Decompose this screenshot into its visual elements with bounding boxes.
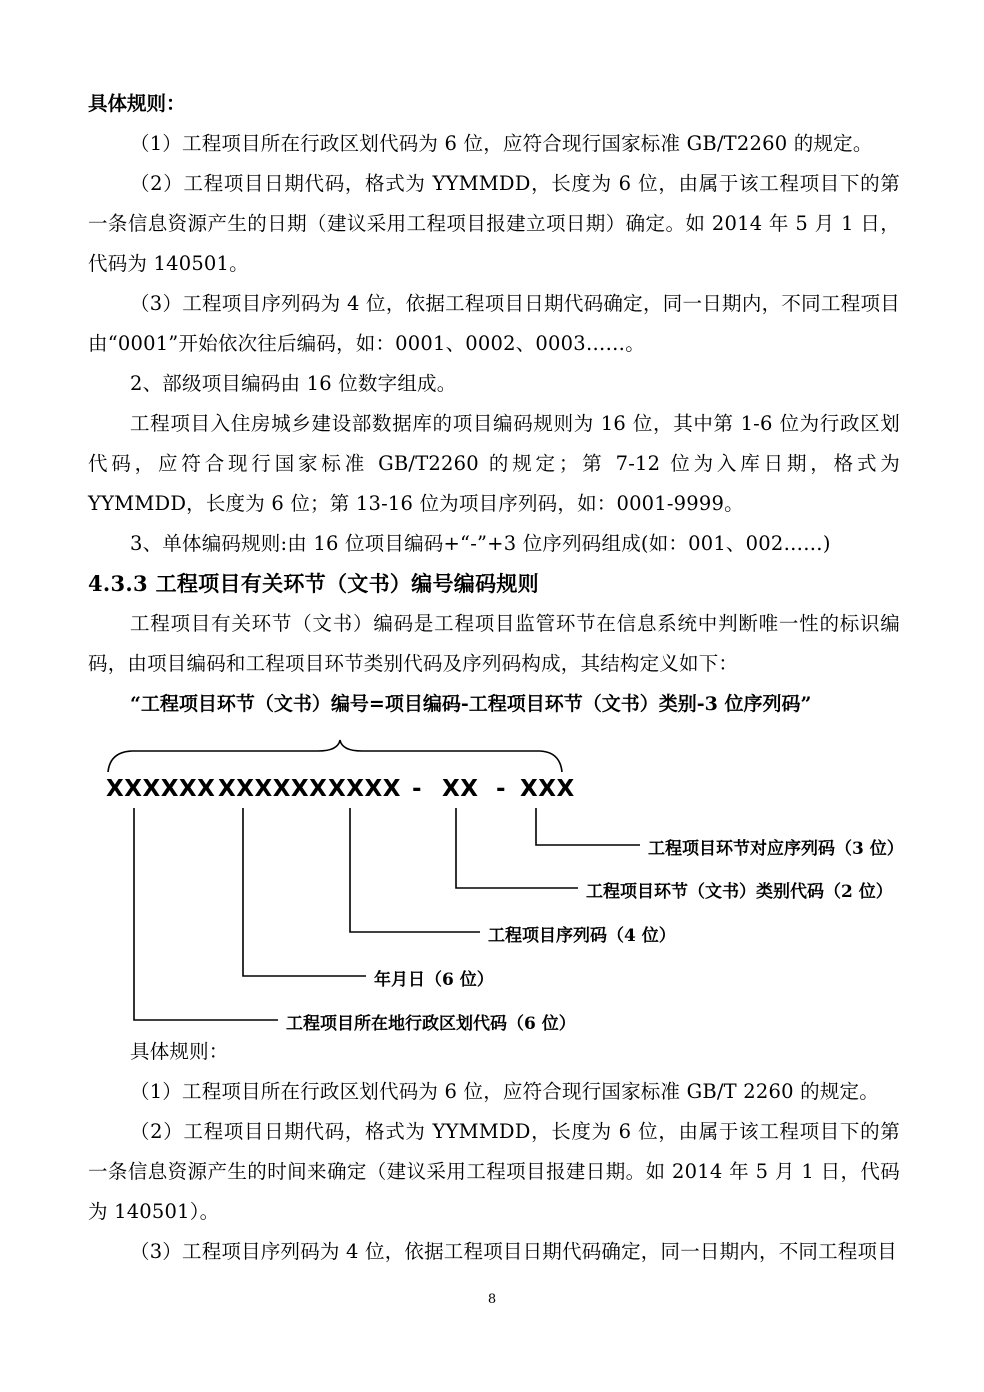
code-segment-category: XX [442, 776, 479, 802]
section-a-rule2-body: 工程项目入住房城乡建设部数据库的项目编码规则为 16 位，其中第 1-6 位为行政区划代码，应符合现行国家标准 GB/T2260 的规定；第 7-12 位为入库日期，格式为 YYMMDD，长度为 6 位；第 13-16 位为项目序列码，如：0001-9999。 [88, 412, 900, 515]
section-a-rule2-title: 2、部级项目编码由 16 位数字组成。 [130, 372, 457, 395]
diagram-label-category-code: 工程项目环节（文书）类别代码（2 位） [586, 882, 893, 902]
code-segment-stage-seq: XXX [520, 776, 575, 802]
section-b-item-2: （2）工程项目日期代码，格式为 YYMMDD，长度为 6 位，由属于该工程项目下的第一条信息资源产生的时间来确定（建议采用工程项目报建日期。如 2014 年 5 月 1 日，代码为 140501）。 [88, 1120, 900, 1223]
section-433-intro: 工程项目有关环节（文书）编码是工程项目监管环节在信息系统中判断唯一性的标识编码，由项目编码和工程项目环节类别代码及序列码构成，其结构定义如下： [88, 612, 900, 675]
diagram-label-admin-code: 工程项目所在地行政区划代码（6 位） [286, 1014, 576, 1034]
code-structure-diagram [88, 732, 904, 1034]
group-brace [108, 740, 562, 772]
page-number: 8 [487, 1292, 497, 1307]
code-segment-project-seq: XXXX [328, 776, 401, 802]
section-b-item-1: （1）工程项目所在行政区划代码为 6 位，应符合现行国家标准 GB/T 2260 的规定。 [130, 1080, 879, 1103]
diagram-label-date-code: 年月日（6 位） [374, 970, 494, 990]
section-b-item-3: （3）工程项目序列码为 4 位，依据工程项目日期代码确定，同一日期内，不同工程项目 [130, 1240, 897, 1263]
diagram-label-project-seq: 工程项目序列码（4 位） [488, 926, 676, 946]
diagram-label-stage-seq: 工程项目环节对应序列码（3 位） [648, 839, 904, 859]
leader-date-code [243, 808, 366, 976]
section-433-formula: “工程项目环节（文书）编号=项目编码-工程项目环节（文书）类别-3 位序列码” [130, 693, 812, 715]
code-segment-admin: XXXXXX [106, 776, 216, 802]
page-content [88, 84, 904, 1272]
section-b-title: 具体规则： [130, 1040, 229, 1063]
section-heading-4-3-3: 4.3.3 工程项目有关环节（文书）编号编码规则 [88, 571, 539, 596]
code-pattern-line [88, 776, 900, 806]
section-a-item-1: （1）工程项目所在行政区划代码为 6 位，应符合现行国家标准 GB/T2260 的规定。 [130, 132, 873, 155]
leader-category-code [456, 808, 578, 888]
leader-project-seq [350, 808, 480, 932]
section-a-item-2: （2）工程项目日期代码，格式为 YYMMDD，长度为 6 位，由属于该工程项目下的第一条信息资源产生的日期（建议采用工程项目报建立项日期）确定。如 2014 年 5 月 1 日，代码为 140501。 [88, 172, 900, 275]
leader-stage-seq [536, 808, 640, 845]
code-separator-1: - [412, 776, 423, 802]
code-segment-date: XXXXXX [218, 776, 328, 802]
section-a-title: 具体规则： [88, 92, 186, 115]
section-a-item-3: （3）工程项目序列码为 4 位，依据工程项目日期代码确定，同一日期内，不同工程项目由“0001”开始依次往后编码，如：0001、0002、0003……。 [88, 292, 900, 355]
code-separator-2: - [496, 776, 507, 802]
section-a-rule3: 3、单体编码规则:由 16 位项目编码+“-”+3 位序列码组成(如：001、002……) [130, 532, 831, 555]
